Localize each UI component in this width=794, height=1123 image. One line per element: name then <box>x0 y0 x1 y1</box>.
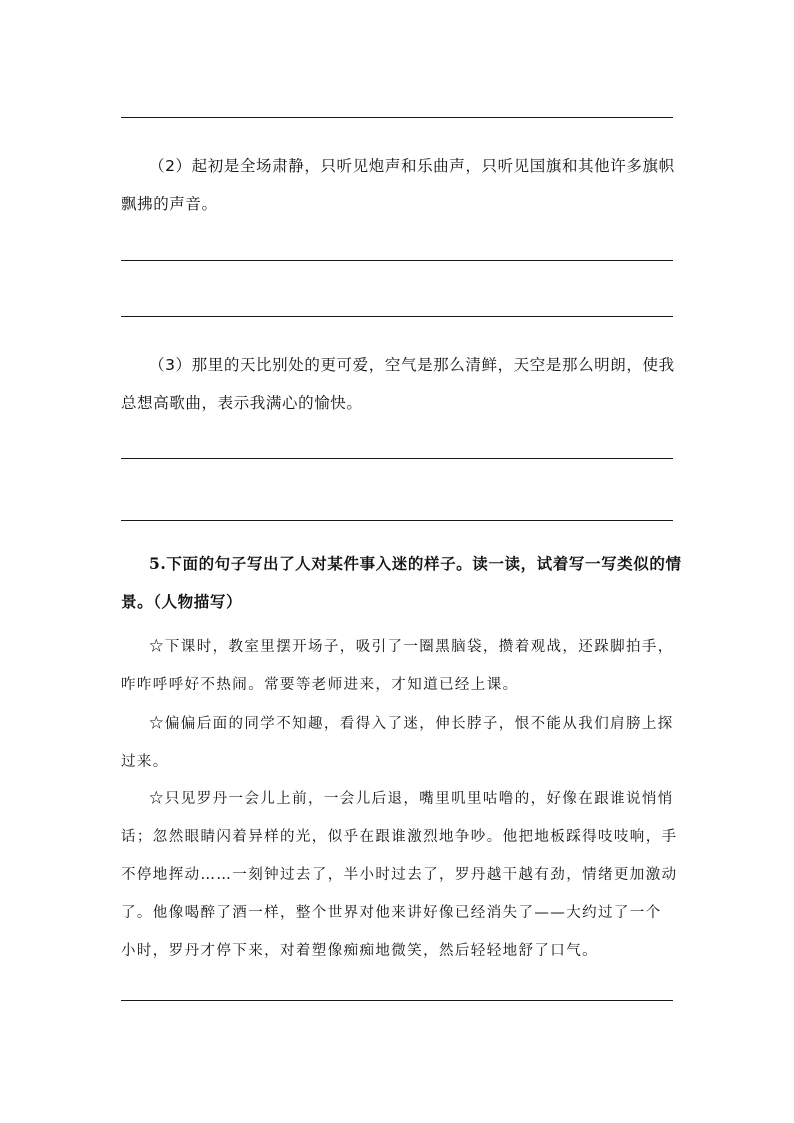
item-2-line-1: （2）起初是全场肃静，只听见炮声和乐曲声，只听见国旗和其他许多旗帜 <box>149 157 675 175</box>
question-5-title-line-1: 5.下面的句子写出了人对某件事入迷的样子。读一读，试着写一写类似的情 <box>149 554 682 573</box>
question-5-title <box>121 545 682 621</box>
answer-line-3 <box>121 316 673 317</box>
example-3-line-1: ☆只见罗丹一会儿上前，一会儿后退，嘴里叽里咕噜的，好像在跟谁说悄悄 <box>149 791 674 807</box>
question-5-title-line-2: 景。（人物描写） <box>121 592 243 611</box>
example-1-line-1: ☆下课时，教室里摆开场子，吸引了一圈黑脑袋，攒着观战，还跺脚拍手， <box>149 639 674 655</box>
example-3-line-2: 话；忽然眼睛闪着异样的光，似乎在跟谁激烈地争吵。他把地板踩得吱吱响，手 <box>121 829 678 845</box>
item-3-line-2: 总想高歌曲，表示我满心的愉快。 <box>121 394 363 412</box>
item-3-sentence <box>121 346 677 422</box>
item-3-line-1: （3）那里的天比别处的更可爱，空气是那么清鲜，天空是那么明朗，使我 <box>149 356 675 374</box>
answer-line-4 <box>121 458 673 459</box>
example-1-line-2: 咋咋呼呼好不热闹。常要等老师进来，才知道已经上课。 <box>121 677 519 693</box>
example-2-line-1: ☆偏偏后面的同学不知趣，看得入了迷，伸长脖子，恨不能从我们肩膀上探 <box>149 716 674 732</box>
example-3 <box>121 780 677 970</box>
example-3-line-3: 不停地挥动……一刻钟过去了，半小时过去了，罗丹越干越有劲，情绪更加激动 <box>121 867 678 883</box>
answer-line-2 <box>121 260 673 261</box>
example-2 <box>121 705 677 781</box>
example-3-line-4: 了。他像喝醉了酒一样，整个世界对他来讲好像已经消失了——大约过了一个 <box>121 905 662 921</box>
example-2-line-2: 过来。 <box>121 754 169 770</box>
example-3-line-5: 小时，罗丹才停下来，对着塑像痴痴地微笑，然后轻轻地舒了口气。 <box>121 943 598 959</box>
answer-line-1 <box>121 117 673 118</box>
answer-line-5 <box>121 520 673 521</box>
item-2-sentence <box>121 147 677 223</box>
item-2-line-2: 飘拂的声音。 <box>121 195 218 213</box>
example-1 <box>121 628 677 704</box>
answer-line-6 <box>121 1000 673 1001</box>
